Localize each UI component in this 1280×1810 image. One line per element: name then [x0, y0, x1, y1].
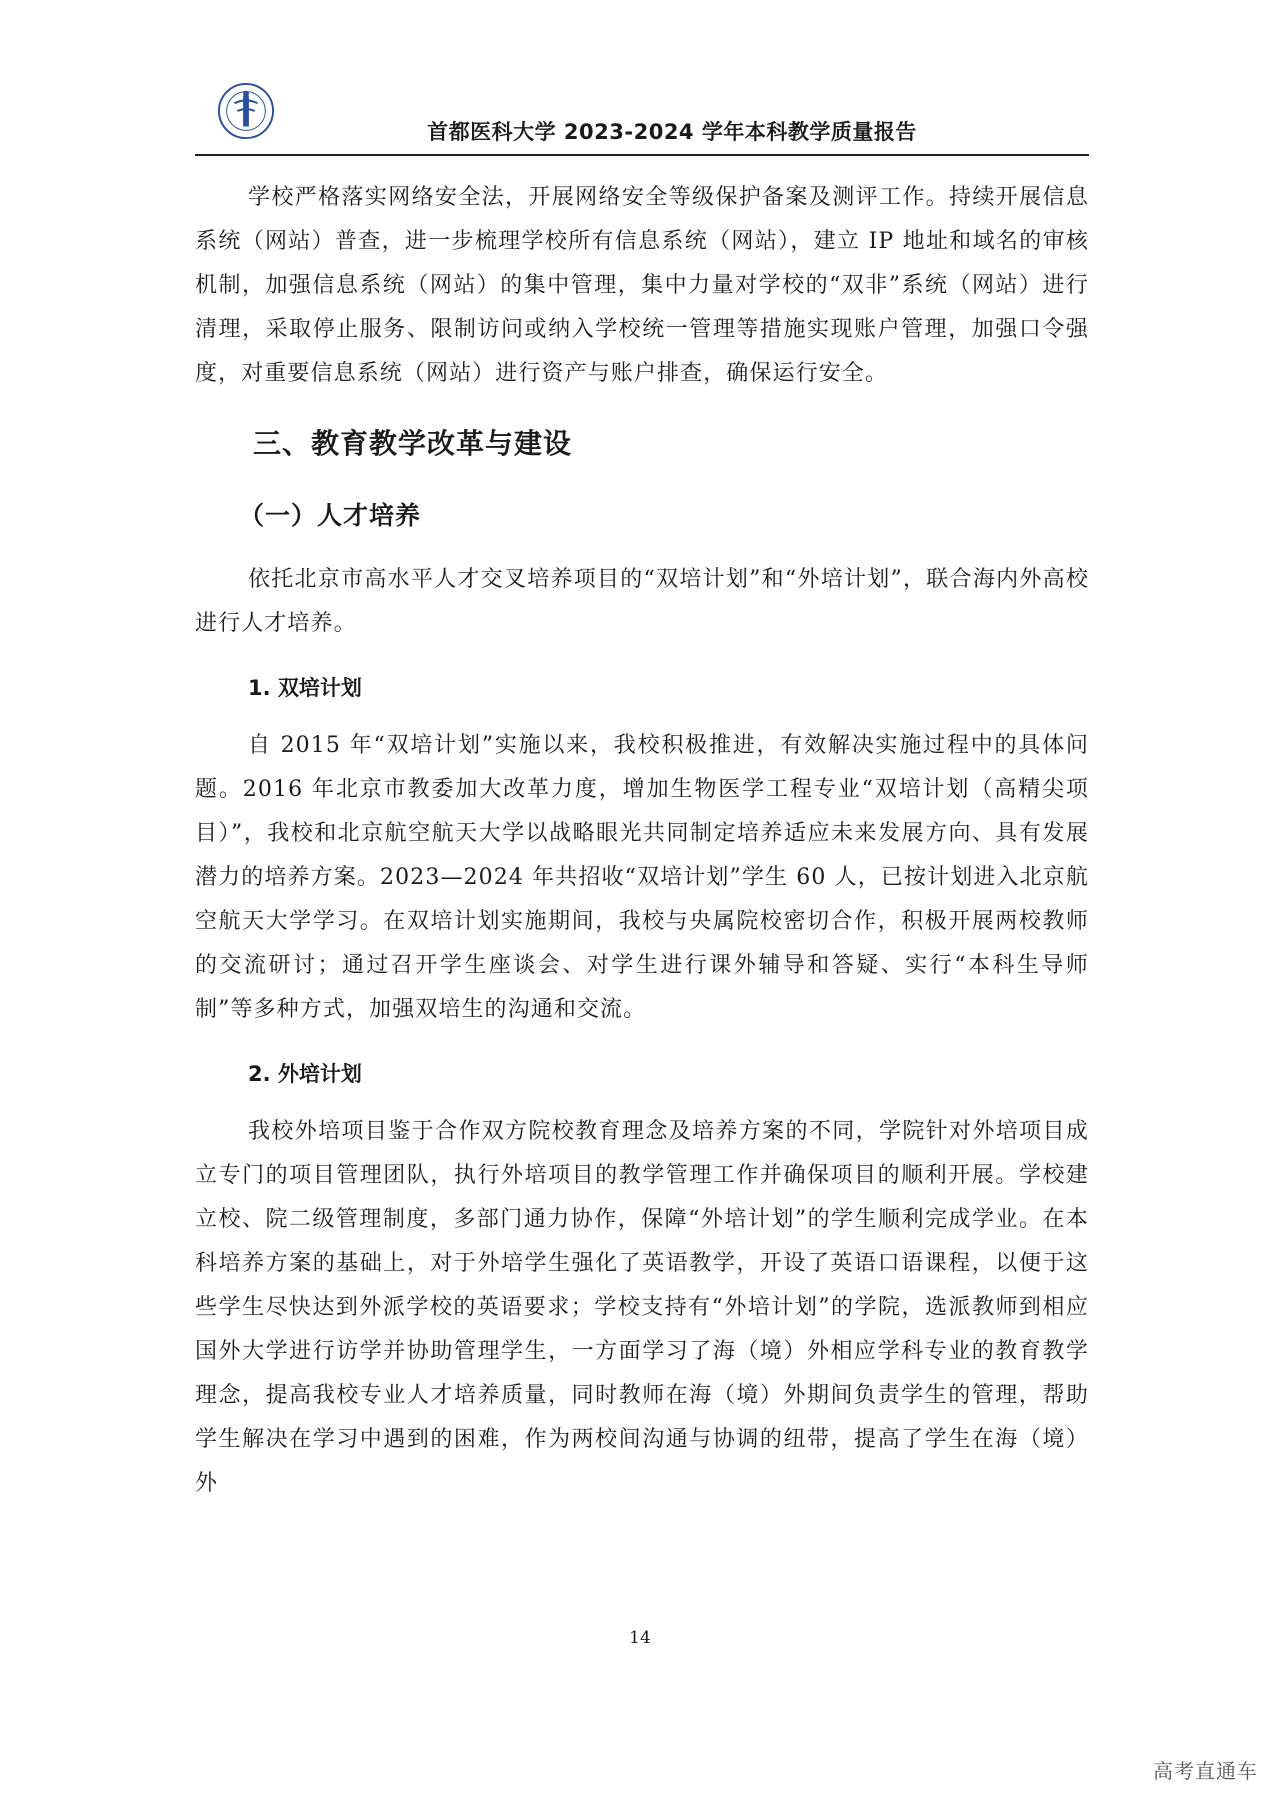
subsection-heading: （一）人才培养: [239, 501, 422, 530]
page-number: 14: [629, 1628, 651, 1648]
paragraph-dual-training: 自 2015 年“双培计划”实施以来，我校积极推进，有效解决实施过程中的具体问题。2016 年北京市教委加大改革力度，增加生物医学工程专业“双培计划（高精尖项目）”，我校和北京航空航天大学以战略眼光共同制定培养适应未来发展方向、具有发展潜力的培养方案。2023—2024 年共招收“双培计划”学生 60 人，已按计划进入北京航空航天大学学习。在双培计划实施期间，我校与央属院校密切合作，积极开展两校教师的交流研讨；通过召开学生座谈会、对学生进行课外辅导和答疑、实行“本科生导师制”等多种方式，加强双培生的沟通和交流。: [195, 733, 1089, 1022]
header-title: 首都医科大学 2023-2024 学年本科教学质量报告: [427, 120, 917, 144]
watermark: 高考直通车: [1153, 1759, 1258, 1783]
page-content: [195, 176, 1089, 1506]
item-heading-dual-training: 1. 双培计划: [248, 676, 362, 700]
page-header: [195, 76, 1089, 156]
paragraph-network-security: 学校严格落实网络安全法，开展网络安全等级保护备案及测评工作。持续开展信息系统（网站）普查，进一步梳理学校所有信息系统（网站），建立 IP 地址和域名的审核机制，加强信息系统（网站）的集中管理，集中力量对学校的“双非”系统（网站）进行清理，采取停止服务、限制访问或纳入学校统一管理等措施实现账户管理，加强口令强度，对重要信息系统（网站）进行资产与账户排查，确保运行安全。: [195, 185, 1089, 386]
paragraph-intro: 依托北京市高水平人才交叉培养项目的“双培计划”和“外培计划”，联合海内外高校进行人才培养。: [195, 567, 1089, 636]
item-heading-external-training: 2. 外培计划: [248, 1062, 362, 1086]
section-heading: 三、教育教学改革与建设: [253, 427, 573, 460]
paragraph-external-training: 我校外培项目鉴于合作双方院校教育理念及培养方案的不同，学院针对外培项目成立专门的项目管理团队，执行外培项目的教学管理工作并确保项目的顺利开展。学校建立校、院二级管理制度，多部门通力协作，保障“外培计划”的学生顺利完成学业。在本科培养方案的基础上，对于外培学生强化了英语教学，开设了英语口语课程，以便于这些学生尽快达到外派学校的英语要求；学校支持有“外培计划”的学院，选派教师到相应国外大学进行访学并协助管理学生，一方面学习了海（境）外相应学科专业的教育教学理念，提高我校专业人才培养质量，同时教师在海（境）外期间负责学生的管理，帮助学生解决在学习中遇到的困难，作为两校间沟通与协调的纽带，提高了学生在海（境）外: [195, 1119, 1089, 1496]
